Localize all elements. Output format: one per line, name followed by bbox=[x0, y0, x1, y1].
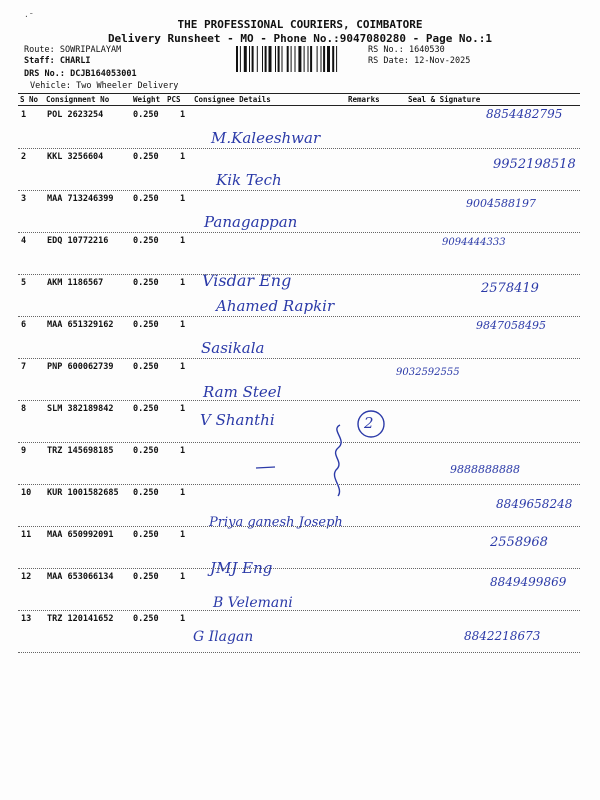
row-consignment-no: TRZ 120141652 bbox=[47, 614, 114, 624]
vehicle-label: Vehicle: bbox=[30, 81, 71, 91]
row-consignee-handwriting: M.Kaleeshwar bbox=[211, 129, 321, 147]
row-weight: 0.250 bbox=[133, 446, 159, 456]
row-signature-handwriting: 9032592555 bbox=[396, 367, 460, 378]
row-signature-handwriting: 2578419 bbox=[481, 281, 539, 296]
row-pcs: 1 bbox=[180, 572, 186, 582]
staff-line bbox=[24, 56, 91, 66]
row-consignment-no: MAA 651329162 bbox=[47, 320, 114, 330]
row-pcs: 1 bbox=[180, 488, 186, 498]
row-signature-handwriting: 9004588197 bbox=[466, 197, 536, 210]
row-weight: 0.250 bbox=[133, 110, 159, 120]
col-seal: Seal & Signature bbox=[408, 95, 481, 104]
drs-barcode bbox=[236, 46, 364, 72]
row-sno: 2 bbox=[21, 152, 27, 162]
row-divider bbox=[18, 652, 580, 653]
row-consignment-no: MAA 713246399 bbox=[47, 194, 114, 204]
row-weight: 0.250 bbox=[133, 614, 159, 624]
row-weight: 0.250 bbox=[133, 362, 159, 372]
row-signature-handwriting: 9952198518 bbox=[493, 157, 576, 172]
row-pcs: 1 bbox=[180, 110, 186, 120]
row-sno: 3 bbox=[21, 194, 27, 204]
drs-label: DRS No.: bbox=[24, 69, 65, 79]
row-consignee-handwriting: G Ilagan bbox=[193, 629, 254, 645]
row-divider bbox=[18, 484, 580, 485]
table-top-rule bbox=[18, 93, 580, 94]
rs-no-line bbox=[368, 45, 445, 55]
row-sno: 10 bbox=[21, 488, 32, 498]
row-sno: 4 bbox=[21, 236, 27, 246]
row-consignment-no: MAA 650992091 bbox=[47, 530, 114, 540]
row-divider bbox=[18, 316, 580, 317]
row-consignment-no: KUR 1001582685 bbox=[47, 488, 119, 498]
row-pcs: 1 bbox=[180, 362, 186, 372]
row-divider bbox=[18, 400, 580, 401]
route-label: Route: bbox=[24, 45, 55, 55]
row-consignment-no: SLM 382189842 bbox=[47, 404, 114, 414]
row-divider bbox=[18, 442, 580, 443]
row-sno: 12 bbox=[21, 572, 32, 582]
row-consignee-handwriting: Ram Steel bbox=[203, 383, 282, 401]
route-line bbox=[24, 45, 121, 55]
row-sno: 8 bbox=[21, 404, 27, 414]
col-sno: S No bbox=[20, 95, 39, 104]
row-consignee-handwriting: Panagappan bbox=[204, 213, 298, 231]
row-consignee-handwriting: B Velemani bbox=[213, 595, 293, 611]
row-consignee-handwriting: Kik Tech bbox=[216, 171, 282, 189]
company-title: THE PROFESSIONAL COURIERS, COIMBATORE bbox=[177, 18, 423, 31]
row-divider bbox=[18, 610, 580, 611]
row-consignment-no: AKM 1186567 bbox=[47, 278, 104, 288]
row-sno: 13 bbox=[21, 614, 32, 624]
row-signature-handwriting: 8842218673 bbox=[464, 629, 541, 643]
row-signature-handwriting: 2558968 bbox=[490, 535, 548, 550]
rs-date-label: RS Date: bbox=[368, 56, 409, 66]
staff-value: CHARLI bbox=[59, 56, 91, 66]
row-divider bbox=[18, 358, 580, 359]
col-weight: Weight bbox=[133, 95, 161, 104]
rs-no-label: RS No.: bbox=[368, 45, 404, 55]
row-weight: 0.250 bbox=[133, 152, 159, 162]
row-pcs: 1 bbox=[180, 194, 186, 204]
row-weight: 0.250 bbox=[133, 320, 159, 330]
row-pcs: 1 bbox=[180, 152, 186, 162]
row-weight: 0.250 bbox=[133, 404, 159, 414]
row-consignee-handwriting: Visdar Eng bbox=[202, 271, 292, 290]
rs-date-line bbox=[368, 56, 470, 66]
col-pcs: PCS bbox=[167, 95, 181, 104]
row-sno: 5 bbox=[21, 278, 27, 288]
row-consignee-handwriting: V Shanthi bbox=[200, 411, 275, 429]
row-weight: 0.250 bbox=[133, 278, 159, 288]
row-consignment-no: MAA 653066134 bbox=[47, 572, 114, 582]
row-divider bbox=[18, 568, 580, 569]
annotation-number: 2 bbox=[364, 414, 374, 432]
row-signature-handwriting: 9094444333 bbox=[442, 237, 506, 248]
vehicle-line bbox=[30, 81, 178, 91]
row-consignment-no: POL 2623254 bbox=[47, 110, 104, 120]
row-consignee-handwriting: Priya ganesh Joseph bbox=[209, 515, 343, 530]
vehicle-value: Two Wheeler Delivery bbox=[76, 81, 179, 91]
drs-value: DCJB164053001 bbox=[70, 69, 137, 79]
row-sno: 9 bbox=[21, 446, 27, 456]
row-sno: 7 bbox=[21, 362, 27, 372]
row-weight: 0.250 bbox=[133, 572, 159, 582]
row-sno: 6 bbox=[21, 320, 27, 330]
runsheet-subtitle: Delivery Runsheet - MO - Phone No.:9047080280 - Page No.:1 bbox=[107, 32, 493, 45]
corner-mark: ·̄ bbox=[24, 12, 29, 21]
col-consignee: Consignee Details bbox=[194, 95, 271, 104]
rs-no-value: 1640530 bbox=[408, 45, 445, 55]
row-pcs: 1 bbox=[180, 320, 186, 330]
row-pcs: 1 bbox=[180, 614, 186, 624]
row-signature-handwriting: 8849658248 bbox=[496, 497, 573, 511]
table-header-rule bbox=[18, 105, 580, 106]
row-divider bbox=[18, 148, 580, 149]
row-consignee-handwriting: Sasikala bbox=[201, 339, 265, 357]
col-consignment: Consignment No bbox=[46, 95, 110, 104]
row-weight: 0.250 bbox=[133, 530, 159, 540]
row-divider bbox=[18, 190, 580, 191]
rs-date-value: 12-Nov-2025 bbox=[414, 56, 471, 66]
row-weight: 0.250 bbox=[133, 194, 159, 204]
row-consignee-handwriting: JMJ Eng bbox=[210, 559, 273, 577]
row-signature-handwriting: 8854482795 bbox=[486, 107, 563, 121]
row-signature-handwriting: 8849499869 bbox=[490, 575, 567, 589]
row-pcs: 1 bbox=[180, 278, 186, 288]
row-consignment-no: KKL 3256604 bbox=[47, 152, 104, 162]
row-consignment-no: TRZ 145698185 bbox=[47, 446, 114, 456]
row-divider bbox=[18, 274, 580, 275]
row-pcs: 1 bbox=[180, 236, 186, 246]
row-sno: 11 bbox=[21, 530, 32, 540]
row-divider bbox=[18, 232, 580, 233]
row-weight: 0.250 bbox=[133, 236, 159, 246]
col-remarks: Remarks bbox=[348, 95, 380, 104]
staff-label: Staff: bbox=[24, 56, 55, 66]
row-weight: 0.250 bbox=[133, 488, 159, 498]
drs-line bbox=[24, 69, 137, 79]
runsheet-table bbox=[18, 93, 580, 648]
row-sno: 1 bbox=[21, 110, 27, 120]
row-consignment-no: PNP 600062739 bbox=[47, 362, 114, 372]
row-consignment-no: EDQ 10772216 bbox=[47, 236, 109, 246]
row-signature-handwriting: 9888888888 bbox=[450, 463, 520, 476]
row-divider bbox=[18, 526, 580, 527]
row-pcs: 1 bbox=[180, 404, 186, 414]
row-consignee-handwriting: Ahamed Rapkir bbox=[216, 297, 335, 315]
row-signature-handwriting: 9847058495 bbox=[476, 319, 546, 332]
row-pcs: 1 bbox=[180, 530, 186, 540]
route-value: SOWRIPALAYAM bbox=[59, 45, 122, 55]
row-pcs: 1 bbox=[180, 446, 186, 456]
